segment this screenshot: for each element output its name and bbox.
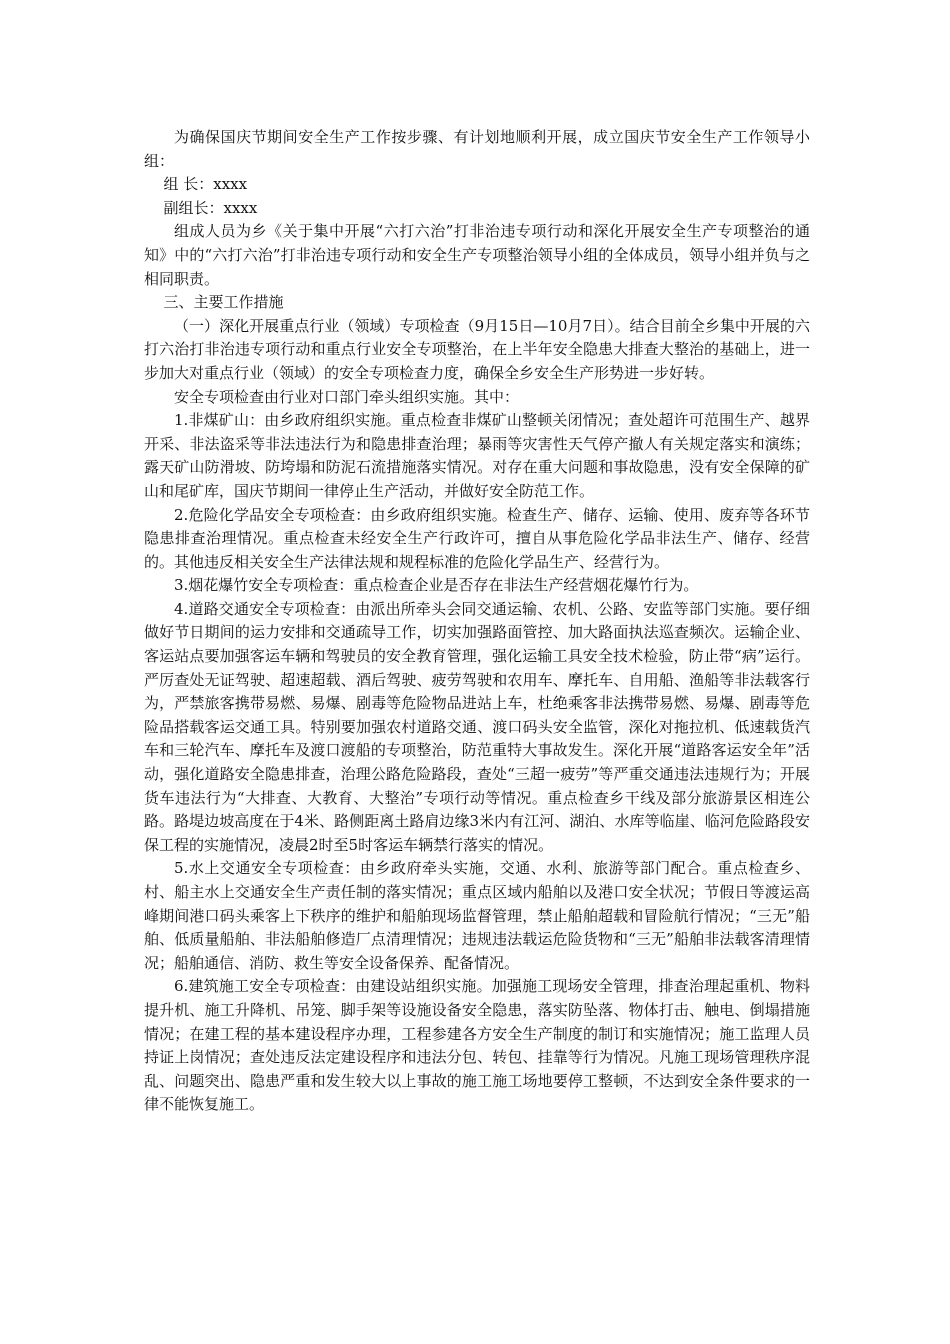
subsection-special-inspection: （一）深化开展重点行业（领域）专项检查（9月15日—10月7日）。结合目前全乡集中开展的六打六治打非治违专项行动和重点行业安全专项整治，在上半年安全隐患大排查大整治的基础上，进一步加大对重点行业（领域）的安全专项检查力度，确保全乡安全生产形势进一步好转。 xyxy=(144,316,810,382)
leader-line: 组 长：xxxx xyxy=(163,175,248,194)
item-hazardous-chemicals: 2.危险化学品安全专项检查：由乡政府组织实施。检查生产、储存、运输、使用、废弃等各环节隐患排查治理情况。重点检查未经安全生产行政许可，擅自从事危险化学品非法生产、储存、经营的。其他违反相关安全生产法律法规和规程标准的危险化学品生产、经营行为。 xyxy=(144,505,810,571)
intro-paragraph: 为确保国庆节期间安全生产工作按步骤、有计划地顺利开展，成立国庆节安全生产工作领导小组： xyxy=(144,128,810,170)
item-fireworks: 3.烟花爆竹安全专项检查：重点检查企业是否存在非法生产经营烟花爆竹行为。 xyxy=(174,576,699,595)
item-road-traffic: 4.道路交通安全专项检查：由派出所牵头会同交通运输、农机、公路、安监等部门实施。要仔细做好节日期间的运力安排和交通疏导工作，切实加强路面管控、加大路面执法巡查频次。运输企业、客运站点要加强客运车辆和驾驶员的安全教育管理，强化运输工具安全技术检验，防止带“病”运行。严厉查处无证驾驶、超速超载、酒后驾驶、疲劳驾驶和农用车、摩托车、自用船、渔船等非法载客行为，严禁旅客携带易燃、易爆、剧毒等危险物品进站上车，杜绝乘客非法携带易燃、易爆、剧毒等危险品搭载客运交通工具。特别要加强农村道路交通、渡口码头安全监管，深化对拖拉机、低速载货汽车和三轮汽车、摩托车及渡口渡船的专项整治，防范重特大事故发生。深化开展“道路客运安全年”活动，强化道路安全隐患排查，治理公路危险路段，查处“三超一疲劳”等严重交通违法违规行为；开展货车违法行为“大排查、大教育、大整治”专项行动等情况。重点检查乡干线及部分旅游景区相连公路。路堤边坡高度在于4米、路侧距离土路肩边缘3米内有江河、湖泊、水库等临崖、临河危险路段安保工程的实施情况，凌晨2时至5时客运车辆禁行落实的情况。 xyxy=(144,599,810,854)
item-construction: 6.建筑施工安全专项检查：由建设站组织实施。加强施工现场安全管理，排查治理起重机、物料提升机、施工升降机、吊笼、脚手架等设施设备安全隐患，落实防坠落、物体打击、触电、倒塌措施情况；在建工程的基本建设程序办理，工程参建各方安全生产制度的制订和实施情况；施工监理人员持证上岗情况；查处违反法定建设程序和违法分包、转包、挂靠等行为情况。凡施工现场管理秩序混乱、问题突出、隐患严重和发生较大以上事故的施工施工场地要停工整顿，不达到安全条件要求的一律不能恢复施工。 xyxy=(144,977,810,1114)
section-heading-measures: 三、主要工作措施 xyxy=(163,293,284,312)
item-water-traffic: 5.水上交通安全专项检查：由乡政府牵头实施，交通、水利、旅游等部门配合。重点检查乡、村、船主水上交通安全生产责任制的落实情况；重点区域内船舶以及港口安全状况；节假日等渡运高峰期间港口码头乘客上下秩序的维护和船舶现场监督管理，禁止船舶超载和冒险航行情况；“三无”船舶、低质量船舶、非法船舶修造厂点清理情况；违规违法载运危险货物和“三无”船舶非法载客清理情况；船舶通信、消防、救生等安全设备保养、配备情况。 xyxy=(144,859,810,972)
members-paragraph: 组成人员为乡《关于集中开展“六打六治”打非治违专项行动和深化开展安全生产专项整治的通知》中的“六打六治”打非治违专项行动和安全生产专项整治领导小组的全体成员，领导小组并负与之相同职责。 xyxy=(144,222,810,288)
inspection-intro-paragraph: 安全专项检查由行业对口部门牵头组织实施。其中： xyxy=(174,387,520,406)
document-body xyxy=(144,126,810,1117)
deputy-leader-line: 副组长：xxxx xyxy=(163,198,258,217)
item-non-coal-mines: 1.非煤矿山：由乡政府组织实施。重点检查非煤矿山整顿关闭情况；查处超许可范围生产、越界开采、非法盗采等非法违法行为和隐患排查治理；暴雨等灾害性天气停产撤人有关规定落实和演练；露天矿山防滑坡、防垮塌和防泥石流措施落实情况。对存在重大问题和事故隐患，没有安全保障的矿山和尾矿库，国庆节期间一律停止生产活动，并做好安全防范工作。 xyxy=(144,411,810,500)
